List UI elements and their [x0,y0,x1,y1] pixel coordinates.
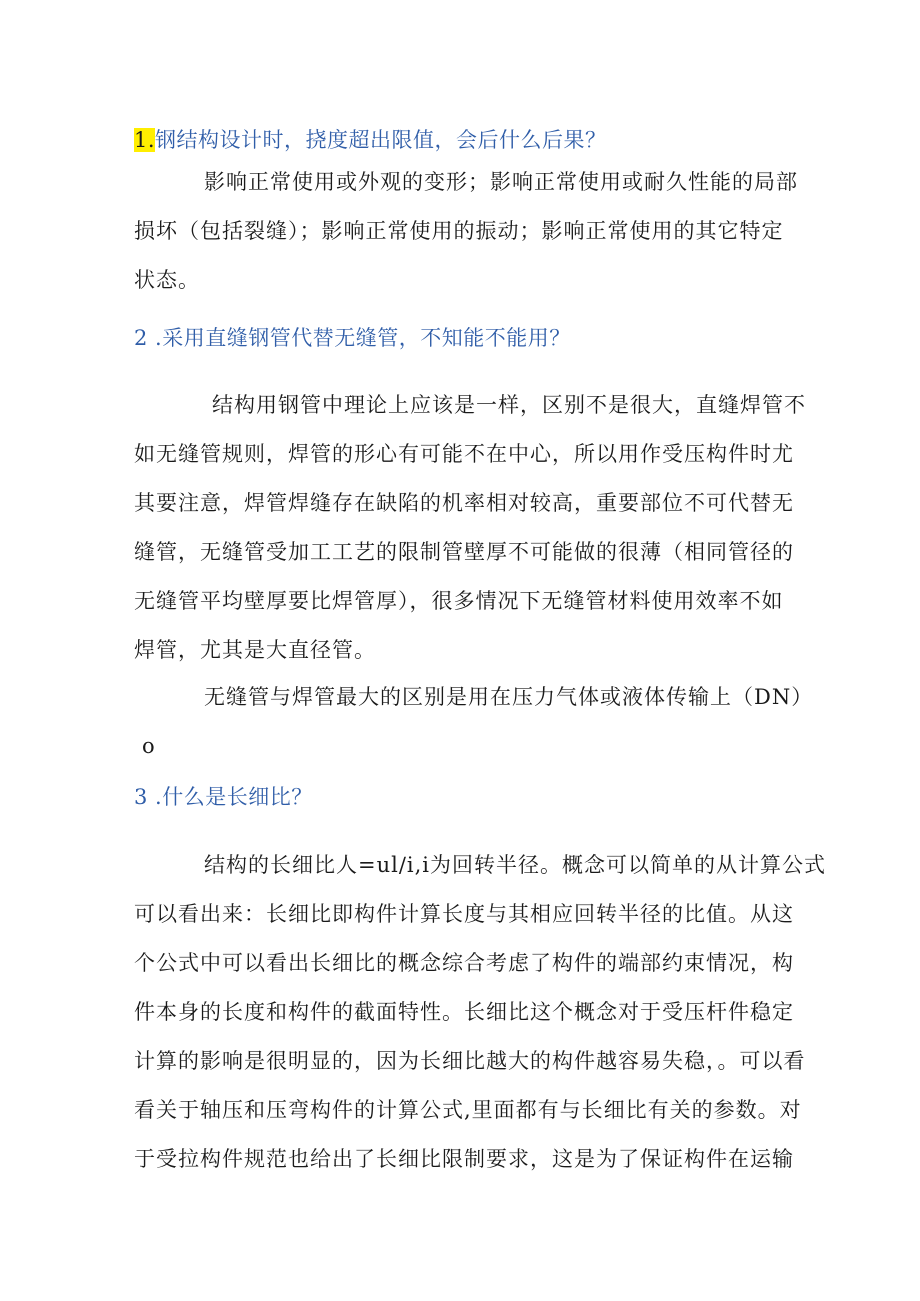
answer-2-line-2: 如无缝管规则，焊管的形心有可能不在中心，所以用作受压构件时尤 [134,442,794,466]
answer-2-paragraph [134,381,806,675]
answer-2-line-6: 焊管，尤其是大直径管。 [134,638,376,662]
question-1-heading [134,124,607,154]
answer-3-paragraph [134,841,827,1184]
answer-2b-line-2: o [142,734,156,758]
question-2-text: 2 .采用直缝钢管代替无缝管，不知能不能用？ [134,326,571,350]
answer-1-paragraph [134,158,798,305]
answer-3-line-5: 计算的影响是很明显的，因为长细比越大的构件越容易失稳，。可以看 [134,1049,806,1073]
answer-1-line-2: 损坏（包括裂缝）；影响正常使用的振动；影响正常使用的其它特定 [134,219,784,243]
answer-3-line-7: 于受拉构件规范也给出了长细比限制要求，这是为了保证构件在运输 [134,1147,794,1171]
answer-3-line-2: 可以看出来：长细比即构件计算长度与其相应回转半径的比值。从这 [134,902,794,926]
answer-3-line-1: 结构的长细比人=ul∕i,i为回转半径。概念可以简单的从计算公式 [204,853,827,877]
question-1-text: 钢结构设计时，挠度超出限值，会后什么后果？ [155,128,607,152]
answer-2-line-3: 其要注意，焊管焊缝存在缺陷的机率相对较高，重要部位不可代替无 [134,491,794,515]
answer-3-line-3: 个公式中可以看出长细比的概念综合考虑了构件的端部约束情况，构 [134,951,794,975]
answer-2-line-4: 缝管，无缝管受加工工艺的限制管壁厚不可能做的很薄（相同管径的 [134,540,794,564]
question-1-number: 1. [134,128,156,152]
answer-2-line-5: 无缝管平均壁厚要比焊管厚），很多情况下无缝管材料使用效率不如 [134,589,784,613]
answer-1-line-1: 影响正常使用或外观的变形；影响正常使用或耐久性能的局部 [204,170,798,194]
question-3-heading [134,781,313,811]
question-3-text: 3 .什么是长细比？ [134,785,313,809]
answer-1-line-3: 状态。 [134,268,200,292]
question-2-heading [134,322,571,352]
answer-2b-line-1: 无缝管与焊管最大的区别是用在压力气体或液体传输上（DN） [204,685,814,709]
answer-2-line-1: 结构用钢管中理论上应该是一样，区别不是很大，直缝焊管不 [212,393,806,417]
answer-3-line-6: 看关于轴压和压弯构件的计算公式,里面都有与长细比有关的参数。对 [134,1098,802,1122]
answer-3-line-4: 件本身的长度和构件的截面特性。长细比这个概念对于受压杆件稳定 [134,1000,794,1024]
answer-2b-paragraph [134,673,814,771]
